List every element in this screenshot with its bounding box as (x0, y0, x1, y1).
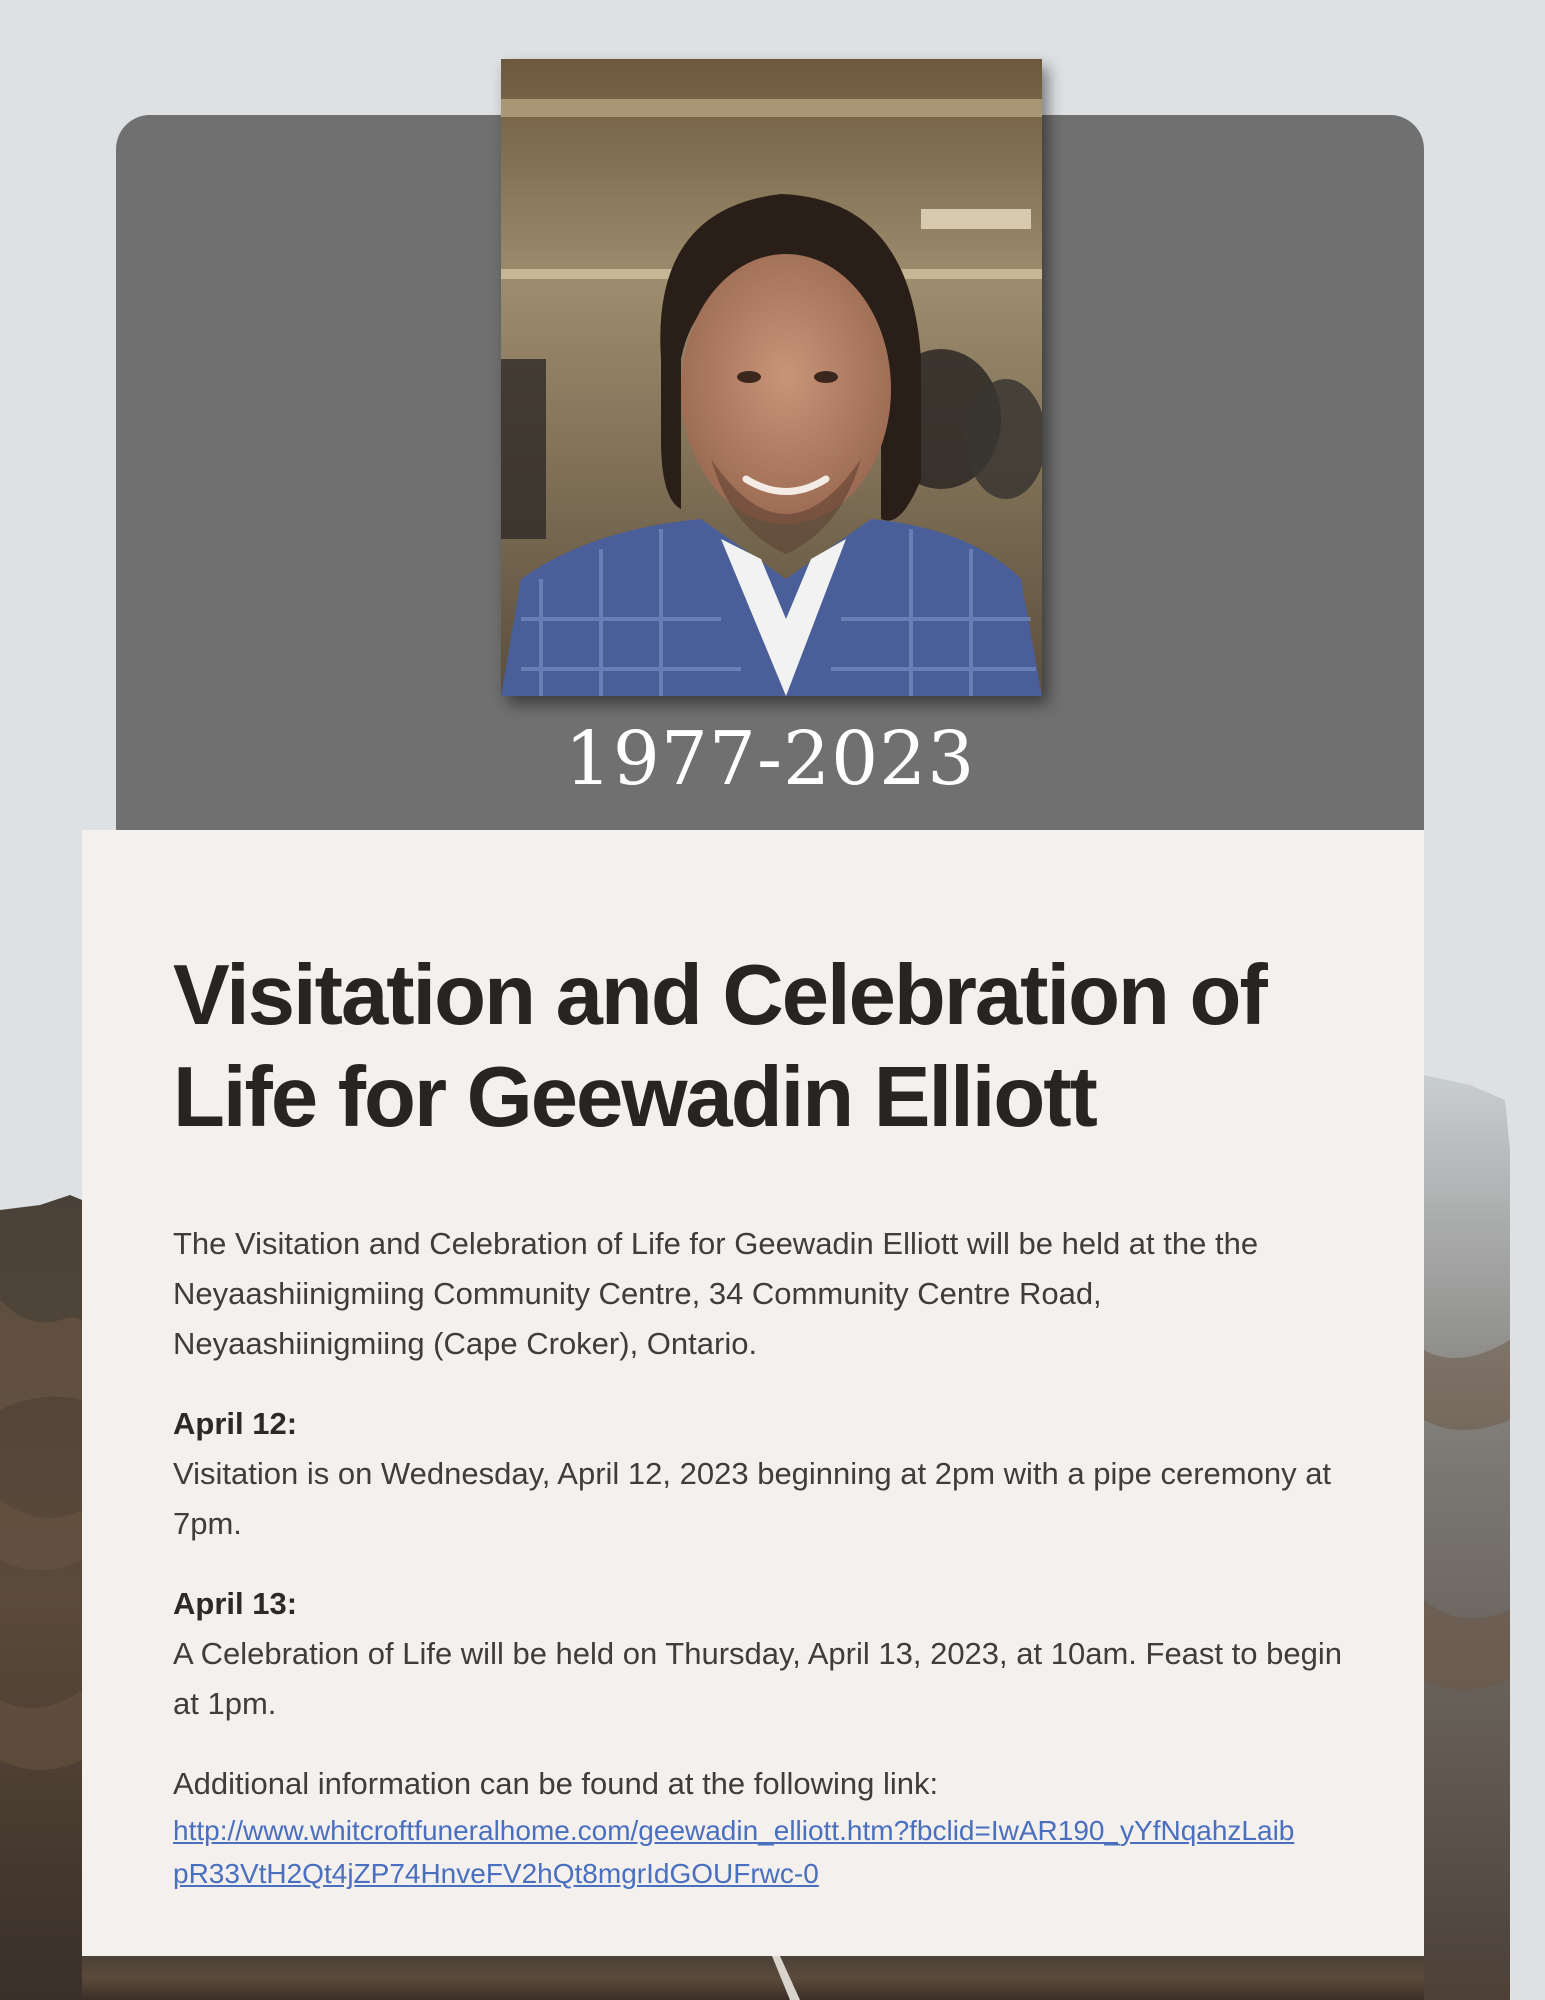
funeral-home-link[interactable]: http://www.whitcroftfuneralhome.com/geewadin_elliott.htm?fbclid=IwAR190_yYfNqahzLaibpR33VtH2Qt4jZP74HnveFV2hQt8mgrIdGOUFrwc-0 (173, 1815, 1295, 1889)
section-heading-april-13: April 13: (173, 1586, 298, 1621)
memorial-years: 1977-2023 (564, 716, 976, 802)
additional-info-text: Additional information can be found at the following link: (173, 1766, 939, 1801)
section-heading-april-12: April 12: (173, 1406, 298, 1441)
section-text-april-12: Visitation is on Wednesday, April 12, 2023 beginning at 2pm with a pipe ceremony at 7pm. (173, 1456, 1332, 1541)
notice-intro: The Visitation and Celebration of Life for Geewadin Elliott will be held at the the Neyaashiinigmiing Community Centre, 34 Community Centre Road, Neyaashiinigmiing (Cape Croker), Ontario. (173, 1226, 1259, 1361)
section-text-april-13: A Celebration of Life will be held on Thursday, April 13, 2023, at 10am. Feast to begin at 1pm. (173, 1636, 1342, 1721)
notice-panel (82, 830, 1424, 1956)
notice-title: Visitation and Celebration of Life for Geewadin Elliott (173, 948, 1266, 1145)
portrait-photo (501, 59, 1042, 696)
